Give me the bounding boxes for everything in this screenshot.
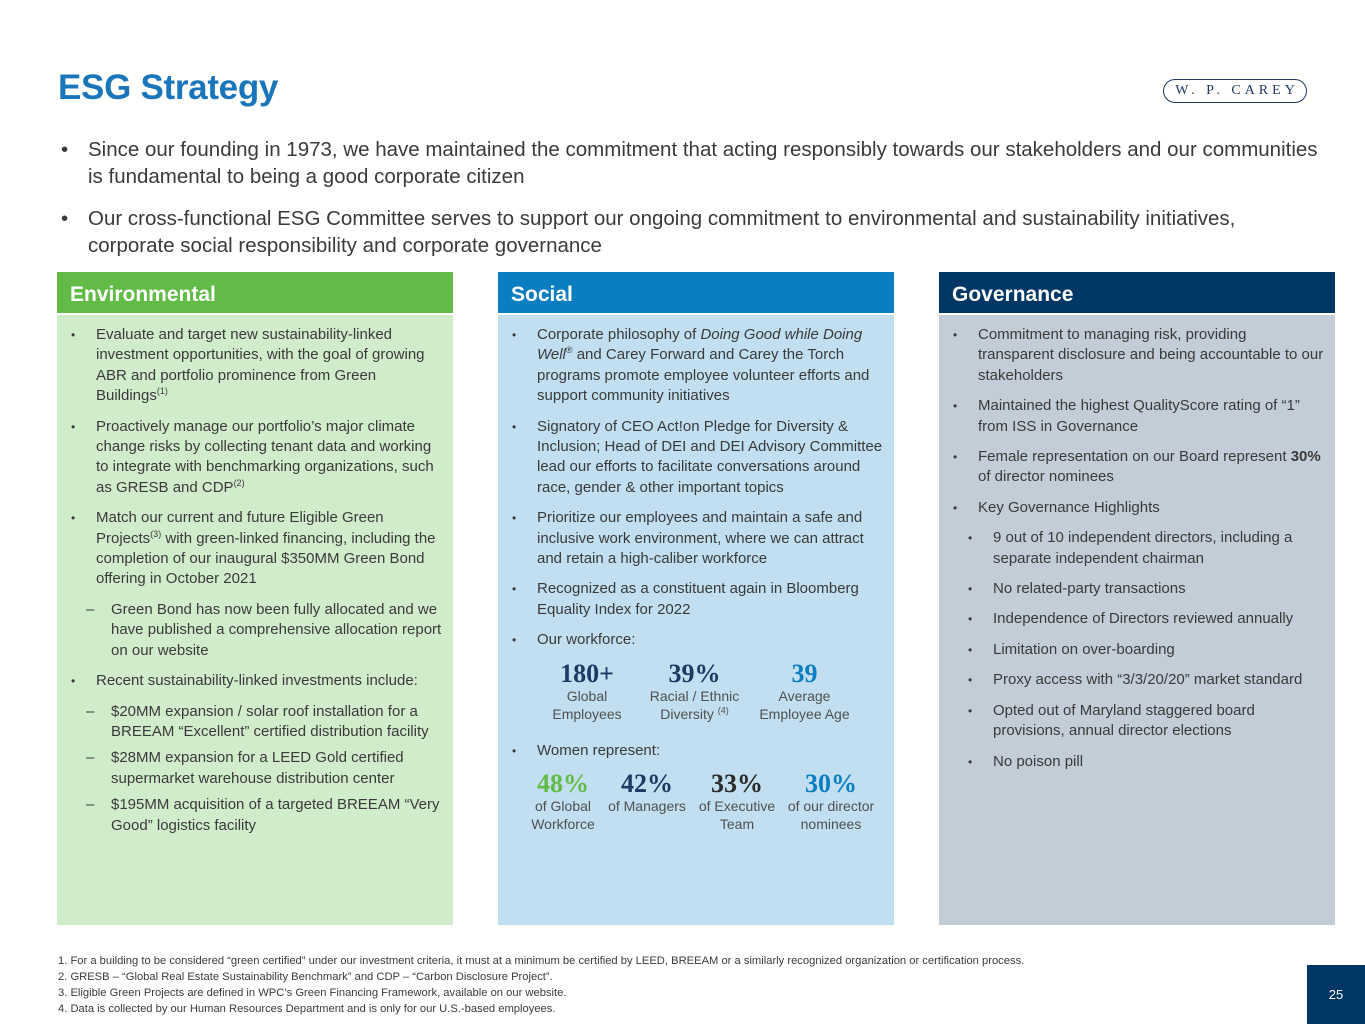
footnote: 1. For a building to be considered “green certified” under our investment criteria, it must at a minimum be certified by LEED, BREEAM or a similarly recognized organization or certification process. <box>58 955 1025 967</box>
list-item: • Signatory of CEO Act!on Pledge for Diversity & Inclusion; Head of DEI and DEI Advisory Committee lead our efforts to facilitate conversations around race, gender & other important topics <box>512 417 884 499</box>
intro-bullet: • Since our founding in 1973, we have maintained the commitment that acting responsibly towards our stakeholders and our communities is fundamental to being a good corporate citizen <box>58 136 1318 190</box>
stat-global-employees: 180+ Global Employees <box>552 658 622 722</box>
list-subitem: – $28MM expansion for a LEED Gold certified supermarket warehouse distribution center <box>71 748 443 789</box>
footnote: 4. Data is collected by our Human Resources Department and is only for our U.S.-based employees. <box>58 1003 556 1015</box>
stat-women-directors: 30% of our director nominees <box>787 769 875 833</box>
list-item: • Women represent: <box>512 741 884 761</box>
workforce-stats <box>498 658 894 723</box>
list-subitem: • Independence of Directors reviewed annually <box>953 609 1325 629</box>
list-subitem: • 9 out of 10 independent directors, including a separate independent chairman <box>953 528 1325 569</box>
environmental-column <box>57 272 453 925</box>
list-subitem: • Limitation on over-boarding <box>953 640 1325 660</box>
list-subitem: • Proxy access with “3/3/20/20” market standard <box>953 670 1325 690</box>
women-stats <box>498 771 894 833</box>
social-heading: Social <box>498 272 894 315</box>
list-subitem: – Green Bond has now been fully allocated and we have published a comprehensive allocation report on our website <box>71 600 443 661</box>
list-subitem: – $20MM expansion / solar roof installation for a BREEAM “Excellent” certified distribution facility <box>71 702 443 743</box>
social-list-2 <box>498 741 894 761</box>
list-item: • Recent sustainability-linked investments include: <box>71 671 443 691</box>
social-list <box>498 315 894 651</box>
list-item: • Key Governance Highlights <box>953 498 1325 518</box>
list-item: • Prioritize our employees and maintain a safe and inclusive work environment, where we can attract and retain a high-caliber workforce <box>512 508 884 569</box>
stat-racial-ethnic-diversity: 39% Racial / Ethnic Diversity $^{(4)}$ <box>649 658 740 722</box>
footnote: 2. GRESB – “Global Real Estate Sustainability Benchmark” and CDP – “Carbon Disclosure Project”. <box>58 971 553 983</box>
governance-column <box>939 272 1335 925</box>
stat-women-executive: 33% of Executive Team <box>698 769 776 833</box>
list-item: • Recognized as a constituent again in Bloomberg Equality Index for 2022 <box>512 579 884 620</box>
page-title: ESG Strategy <box>58 68 279 107</box>
list-subitem: – $195MM acquisition of a targeted BREEAM “Very Good” logistics facility <box>71 795 443 836</box>
list-item: • Evaluate and target new sustainability-linked investment opportunities, with the goal of growing ABR and portfolio prominence from Green Buildings$^{(1)}$ <box>71 325 443 407</box>
stat-women-managers: 42% of Managers <box>608 769 686 815</box>
wp-carey-logo: W. P. CAREY <box>1163 79 1307 103</box>
page-number: 25 <box>1307 965 1365 1024</box>
footnote: 3. Eligible Green Projects are defined in WPC’s Green Financing Framework, available on our website. <box>58 987 567 999</box>
list-subitem: • Opted out of Maryland staggered board provisions, annual director elections <box>953 701 1325 742</box>
list-item: • Female representation on our Board represent 30% of director nominees <box>953 447 1325 488</box>
governance-list <box>939 315 1335 772</box>
list-item: • Proactively manage our portfolio’s major climate change risks by collecting tenant data and working to integrate with benchmarking organizations, such as GRESB and CDP$^{(2)}$ <box>71 417 443 499</box>
list-subitem: • No related-party transactions <box>953 579 1325 599</box>
list-item: • Our workforce: <box>512 630 884 650</box>
environmental-list <box>57 315 453 836</box>
social-column <box>498 272 894 925</box>
environmental-heading: Environmental <box>57 272 453 315</box>
stat-women-workforce: 48% of Global Workforce <box>531 769 595 833</box>
intro-bullet: • Our cross-functional ESG Committee serves to support our ongoing commitment to environmental and sustainability initiatives, corporate social responsibility and corporate governance <box>58 205 1318 259</box>
intro-bullets <box>58 136 1318 274</box>
list-subitem: • No poison pill <box>953 752 1325 772</box>
list-item: • Maintained the highest QualityScore rating of “1” from ISS in Governance <box>953 396 1325 437</box>
list-item: • Match our current and future Eligible Green Projects$^{(3)}$ with green-linked financing, including the completion of our inaugural $350MM Green Bond offering in October 2021 <box>71 508 443 590</box>
stat-average-age: 39 Average Employee Age <box>759 658 850 722</box>
list-item: • Commitment to managing risk, providing transparent disclosure and being accountable to our stakeholders <box>953 325 1325 386</box>
list-item: • Corporate philosophy of Doing Good while Doing Well® and Carey Forward and Carey the Torch programs promote employee volunteer efforts and support community initiatives <box>512 325 884 407</box>
governance-heading: Governance <box>939 272 1335 315</box>
footnotes <box>58 953 1288 1017</box>
